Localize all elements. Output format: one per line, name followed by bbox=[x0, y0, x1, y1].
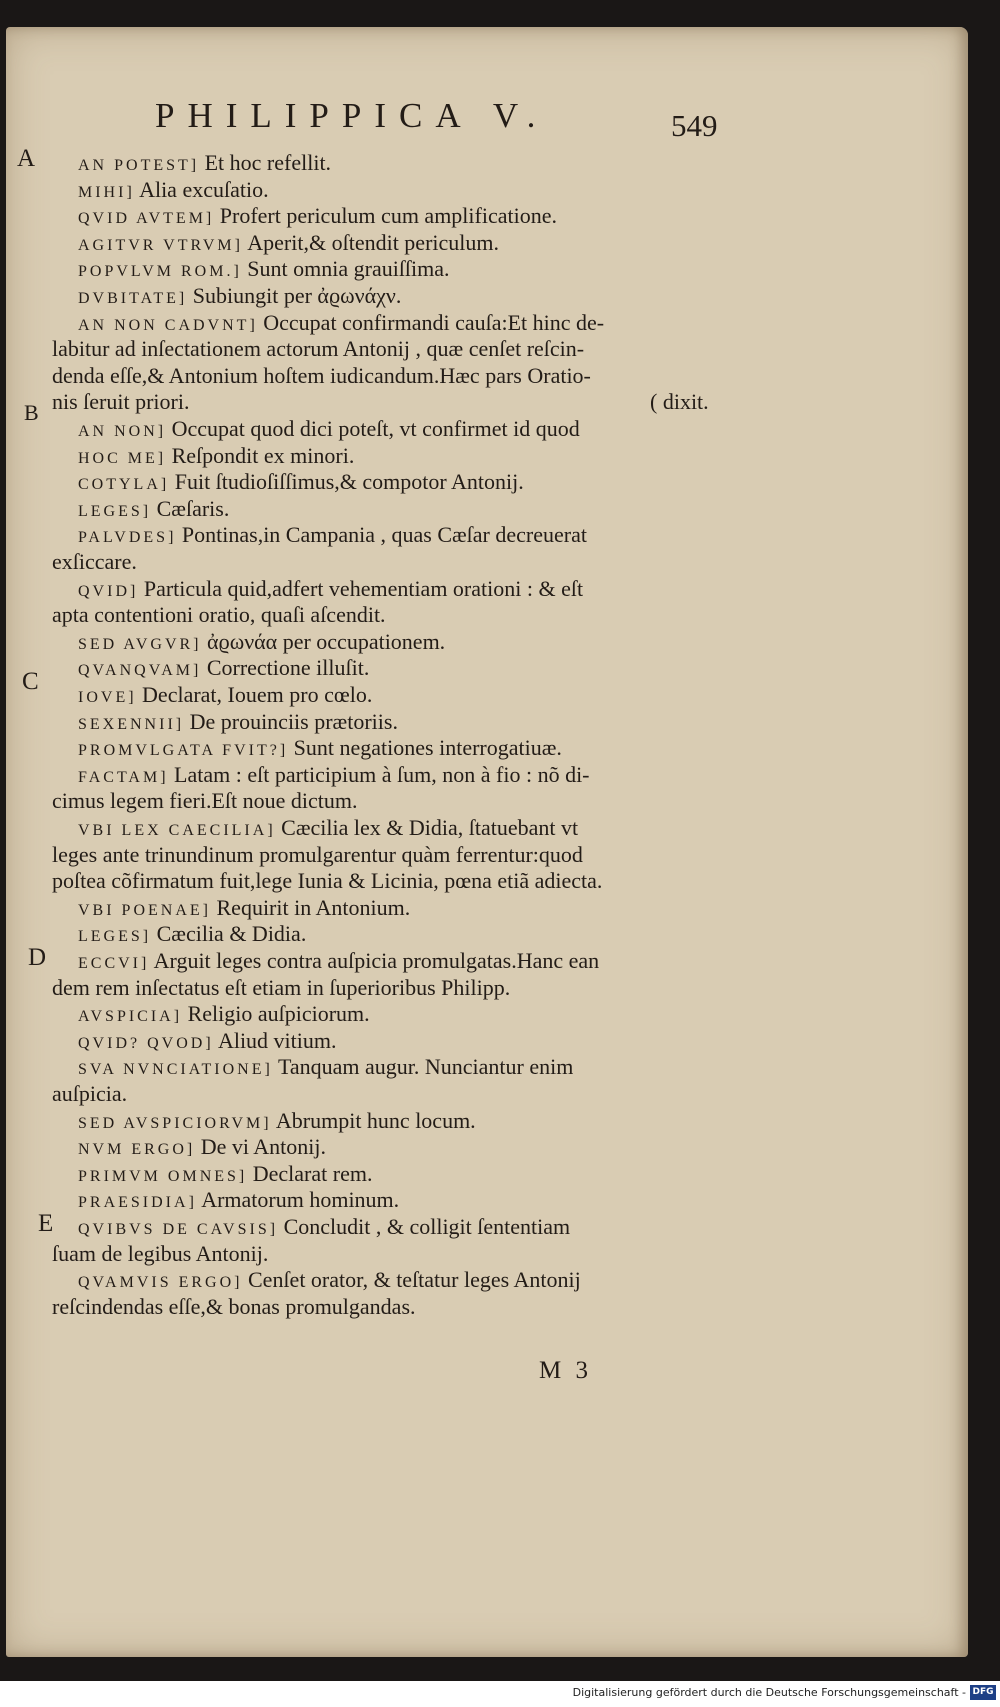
line-text: De prouinciis prætoriis. bbox=[189, 708, 398, 734]
text-line bbox=[78, 443, 354, 472]
text-line bbox=[78, 709, 398, 738]
text-line bbox=[52, 549, 137, 575]
text-line bbox=[78, 230, 499, 259]
line-text: Profert periculum cum amplificatione. bbox=[219, 203, 557, 229]
line-text: reſcindendas eſſe,& bonas promulgandas. bbox=[52, 1293, 416, 1319]
line-text: Tanquam augur. Nunciantur enim bbox=[277, 1054, 574, 1080]
lemma: QVIBVS DE CAVSIS] bbox=[78, 1221, 279, 1238]
lemma: SVA NVNCIATIONE] bbox=[78, 1061, 273, 1079]
text-line bbox=[52, 363, 591, 389]
line-text: Declarat rem. bbox=[252, 1160, 373, 1186]
line-text: ſuam de legibus Antonij. bbox=[52, 1240, 269, 1266]
lemma: NVM ERGO] bbox=[78, 1141, 196, 1159]
text-line bbox=[78, 1134, 326, 1163]
text-line bbox=[52, 389, 709, 415]
line-text: Cæcilia & Didia. bbox=[156, 921, 307, 947]
line-text: Aliud vitium. bbox=[217, 1027, 337, 1053]
lemma: LEGES] bbox=[78, 502, 152, 520]
text-line bbox=[78, 682, 372, 711]
lemma: SED AVGVR] bbox=[78, 635, 202, 653]
margin-mark-a: A bbox=[17, 145, 36, 172]
lemma: FACTAM] bbox=[78, 768, 169, 786]
line-text: exſiccare. bbox=[52, 549, 137, 574]
signature-mark: M 3 bbox=[539, 1357, 592, 1384]
line-text: Occupat quod dici poteſt, vt confirmet id quod bbox=[171, 416, 580, 441]
text-line bbox=[78, 256, 450, 285]
margin-mark-d: D bbox=[28, 944, 47, 971]
text-line bbox=[78, 629, 445, 658]
lemma: COTYLA] bbox=[78, 476, 170, 494]
text-line bbox=[78, 203, 557, 232]
line-text: apta contentioni oratio, quaſi aſcendit. bbox=[52, 602, 386, 628]
lemma: AVSPICIA] bbox=[78, 1008, 183, 1026]
margin-mark-e: E bbox=[38, 1210, 54, 1237]
text-line bbox=[78, 1214, 570, 1243]
text-line bbox=[52, 1081, 127, 1107]
text-line bbox=[78, 150, 331, 179]
lemma: AN POTEST] bbox=[78, 157, 200, 174]
text-line bbox=[78, 762, 590, 791]
lemma: IOVE] bbox=[78, 689, 137, 706]
text-line bbox=[52, 868, 602, 894]
line-text: ἀϱωνάα per occupationem. bbox=[207, 628, 446, 654]
text-line bbox=[52, 1241, 268, 1267]
line-text: Cenſet orator, & teſtatur leges Antonij bbox=[248, 1267, 581, 1293]
lemma: SED AVSPICIORVM] bbox=[78, 1114, 272, 1132]
text-line bbox=[78, 948, 599, 977]
text-line bbox=[78, 469, 524, 498]
text-line bbox=[78, 522, 587, 551]
line-text: nis ſeruit priori. bbox=[52, 389, 190, 415]
line-text: cimus legem fieri.Eſt noue dictum. bbox=[52, 788, 358, 814]
line-text: Concludit , & colligit ſententiam bbox=[283, 1214, 571, 1239]
lemma: DVBITATE] bbox=[78, 290, 188, 307]
line-tail: ( dixit. bbox=[650, 389, 709, 415]
lemma: VBI POENAE] bbox=[78, 901, 211, 919]
text-line bbox=[78, 416, 580, 445]
text-line bbox=[78, 1267, 581, 1296]
line-text: Correctione illuſit. bbox=[206, 655, 370, 681]
text-line bbox=[78, 1161, 372, 1190]
lemma: SEXENNII] bbox=[78, 715, 185, 733]
running-head: PHILIPPICA V. bbox=[155, 96, 549, 135]
text-line bbox=[78, 177, 269, 206]
text-line bbox=[52, 602, 386, 628]
lemma: AGITVR VTRVM] bbox=[78, 236, 243, 254]
text-line bbox=[78, 1054, 573, 1083]
line-text: Fuit ſtudioſiſſimus,& compotor Antonij. bbox=[174, 469, 524, 495]
line-text: Sunt omnia grauiſſima. bbox=[247, 256, 450, 282]
line-text: leges ante trinundinum promulgarentur quàm ferrentur:quod bbox=[52, 841, 583, 867]
footer-credit: Digitalisierung gefördert durch die Deutsche Forschungsgemeinschaft - bbox=[572, 1686, 966, 1699]
margin-mark-c: C bbox=[22, 668, 39, 695]
lemma: PRIMVM OMNES] bbox=[78, 1167, 248, 1185]
lemma: POPVLVM ROM.] bbox=[78, 263, 242, 281]
lemma: VBI LEX CAECILIA] bbox=[78, 822, 276, 839]
line-text: auſpicia. bbox=[52, 1081, 128, 1106]
lemma: PROMVLGATA FVIT?] bbox=[78, 742, 289, 760]
text-line bbox=[52, 975, 510, 1001]
line-text: Subiungit per ἀϱωνάχν. bbox=[192, 283, 402, 308]
line-text: Cæſaris. bbox=[156, 495, 230, 521]
line-text: Et hoc refellit. bbox=[204, 150, 332, 175]
line-text: labitur ad inſectationem actorum Antonij , quæ cenſet reſcin- bbox=[52, 336, 585, 362]
text-line bbox=[78, 1028, 337, 1057]
line-text: Reſpondit ex minori. bbox=[171, 442, 355, 468]
line-text: Pontinas,in Campania , quas Cæſar decreuerat bbox=[181, 522, 587, 548]
line-text: De vi Antonij. bbox=[200, 1134, 326, 1160]
line-text: Cæcilia lex & Didia, ſtatuebant vt bbox=[281, 815, 579, 840]
lemma: AN NON] bbox=[78, 423, 167, 440]
lemma: QVID? QVOD] bbox=[78, 1034, 214, 1052]
page-number: 549 bbox=[671, 108, 718, 143]
line-text: dem rem inſectatus eſt etiam in ſuperioribus Philipp. bbox=[52, 974, 511, 1000]
line-text: Aperit,& oſtendit periculum. bbox=[247, 229, 500, 255]
lemma: LEGES] bbox=[78, 928, 152, 946]
text-line bbox=[52, 336, 584, 362]
lemma: MIHI] bbox=[78, 183, 135, 201]
lemma: HOC ME] bbox=[78, 449, 167, 467]
text-line bbox=[78, 283, 401, 312]
text-line bbox=[52, 842, 583, 868]
line-text: denda eſſe,& Antonium hoſtem iudicandum.Hæc pars Oratio- bbox=[52, 362, 591, 388]
line-text: Particula quid,adfert vehementiam orationi : & eſt bbox=[143, 575, 584, 601]
text-line bbox=[78, 895, 410, 924]
text-line bbox=[78, 310, 604, 339]
line-text: Requirit in Antonium. bbox=[216, 894, 411, 920]
text-line bbox=[78, 1108, 476, 1137]
lemma: AN NON CADVNT] bbox=[78, 316, 258, 334]
lemma: QVID] bbox=[78, 582, 139, 600]
line-text: Occupat confirmandi cauſa:Et hinc de- bbox=[263, 309, 605, 335]
text-line bbox=[52, 788, 357, 814]
text-line bbox=[78, 921, 306, 950]
line-text: Armatorum hominum. bbox=[201, 1187, 400, 1213]
line-text: Latam : eſt participium à ſum, non à fio : nõ di- bbox=[174, 761, 590, 787]
text-line bbox=[78, 496, 229, 525]
text-line bbox=[52, 1294, 416, 1320]
dfg-logo: DFG bbox=[970, 1685, 996, 1700]
line-text: Sunt negationes interrogatiuæ. bbox=[293, 735, 562, 761]
line-text: poſtea cõfirmatum fuit,lege Iunia & Licinia, pœna etiã adiecta. bbox=[52, 868, 603, 894]
text-line bbox=[78, 1187, 399, 1216]
text-line bbox=[78, 815, 578, 844]
lemma: PALVDES] bbox=[78, 529, 177, 547]
text-line bbox=[78, 735, 562, 764]
line-text: Abrumpit hunc locum. bbox=[275, 1107, 476, 1133]
line-text: Religio auſpiciorum. bbox=[187, 1001, 370, 1027]
margin-mark-b: B bbox=[24, 400, 39, 425]
lemma: QVANQVAM] bbox=[78, 662, 202, 680]
lemma: QVID AVTEM] bbox=[78, 210, 215, 228]
line-text: Alia excuſatio. bbox=[139, 176, 269, 202]
lemma: ECCVI] bbox=[78, 955, 150, 972]
lemma: QVAMVIS ERGO] bbox=[78, 1274, 243, 1292]
line-text: Arguit leges contra auſpicia promulgatas.Hanc ean bbox=[153, 948, 600, 973]
text-line bbox=[78, 576, 583, 605]
line-text: Declarat, Iouem pro cœlo. bbox=[142, 682, 373, 707]
text-line bbox=[78, 1001, 370, 1030]
text-line bbox=[78, 655, 369, 684]
lemma: PRAESIDIA] bbox=[78, 1194, 197, 1212]
